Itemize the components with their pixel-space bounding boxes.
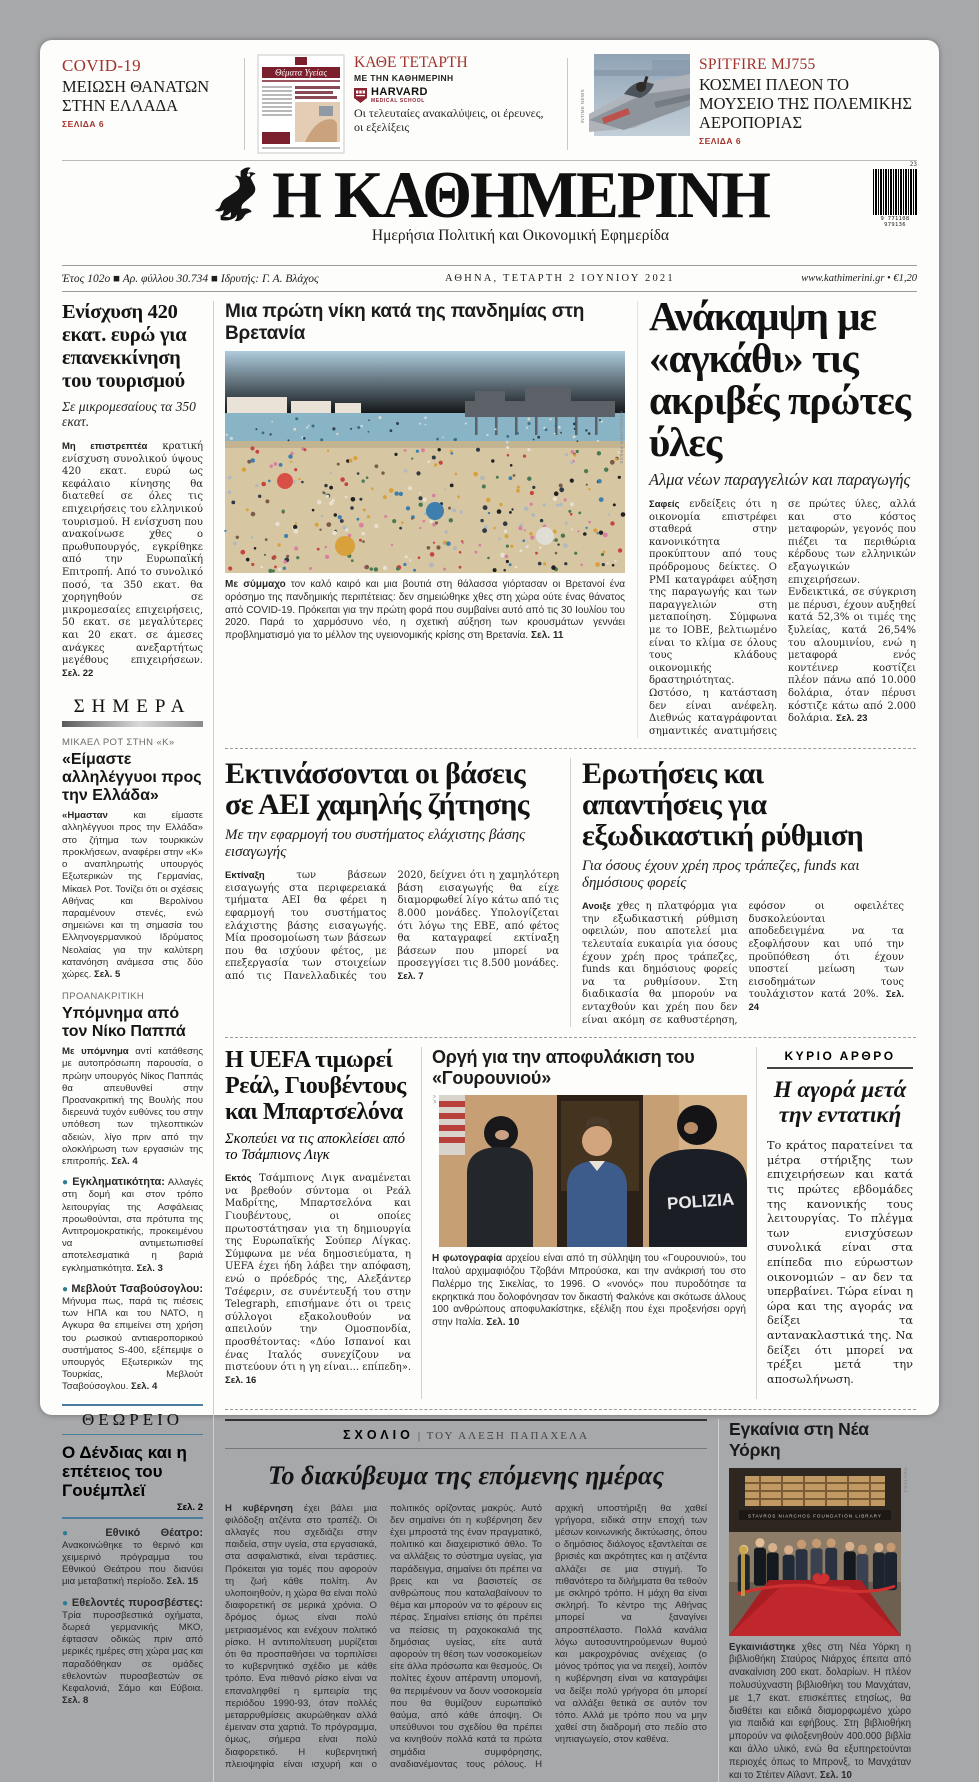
scholio-text: έχει βάλει μια φιλόδοξη ατζέντα στο τραπέζι. Οι αλλαγές που σχεδιάζει στην παιδεία, στην υγεία, στα εργασιακά, στα ασφαλιστικά, είναι τεράστιες. Πρόκειται για τομές που αφορούν τη ζωή κάθε πολίτη. Αν υλοποιηθούν, η χώρα θα είναι πολύ διαφορετική σε μερικά χρόνια. Ο δρόμος όμως είναι πολύ μετριασμένος και ενέχουν πολιτικό ρίσκο. Η αντιπολίτευση μυρίζεται ότι θα προσπαθήσει να τορπιλίσει το κυβερνητικό σχέδιο με κάθε τρόπο. Ενα πιθανό ρίσκο είναι να επαναληφθεί η εμπειρία της περιόδου 1990-93, όταν πολλές μεταρρυθμίσεις ακυρώθηκαν αλλά έμειναν στα χαρτιά. Το πρόγραμμα, όμως, σήμερα είναι πολύ διαφορετικό. Η κυβερνητική πλειοψηφία είναι ισχυρή και ο πολιτικός ορίζοντας μακρύς. Αυτό δεν σημαίνει ότι η κυβέρνηση δεν έχει μπροστά της έναν πραγματικό, πολιτικό και διαχειριστικό άθλο. Το να αλλάξεις το σύστημα υγείας, για παράδειγμα, σημαίνει ότι πρέπει να βρεις και να βασιστείς σε ανθρώπους που καταλαβαίνουν το θέμα και μπορούν να το φέρουν εις πέρας. Σημαίνει επίσης ότι πρέπει να πείσεις τη ραχοκοκαλιά της δημόσιας υγείας, είτε αυτά αφορούν τη θέση των νοσοκομείων είτε άλλα πρόσωπα και θεσμούς. Οι πολίτες έχουν απέραντη υπομονή, θα περιμένουν να δουν νοσοκομεία που θα θυμίζουν ευρωπαϊκό θαύμα, από κάθε άποψη. Οι υπεύθυνοι του σχεδίου θα πρέπει να κινηθούν πολλά κατά τα πρώτα σημάδια συμφόρησης, αναδιανέμοντας τους ρόλους. Η αρχική υποστήριξη θα χαθεί γρήγορα, ειδικά στην εποχή των μέσων κοινωνικής δικτύωσης, όπου ο δημόσιος διάλογος εξαντλείται σε βρισιές και ακρότητες και η ατζέντα αλλάζει σε μια στιγμή. Το πιθανότερο τα διλήμματα θα τεθούν με σκληρό τρόπο. Η μάχη θα είναι σκληρή. Το κέντρο της Αθήνας μπορεί να ξαναγίνει απροσπέλαστο. Πολλά κανάλια λόγω αυτοσυντηρούμενων θυμού και μακροχρόνιας ανέχειας (ο μόνος τρόπος για να πειχεί), λοιπόν η κυβέρνηση είναι να καταγράψει να δείξει πολύ γρήγορα ότι μπορεί να αλλάξει θετικά σε αυτόν τον τόπο. Αλλά με τρόπο που να μην χαθεί στη διαδρομή στο πεδίο στο νηπιαγωγείο, στον καθένα. [225,1502,707,1770]
beach-photo-credit: ASSOCIATED PRESS [619,411,624,465]
article-recovery-subtitle: Αλμα νέων παραγγελιών και παραγωγής [649,470,911,489]
teaser-covid-page: ΣΕΛΙΔΑ 6 [62,119,105,129]
article-recovery-text: ενδείξεις ότι η οικονομία επιστρέφει σταθερά στην κανονικότητα προκύπτουν από τους πρόδρομους δείκτες. Ο PMI καταγράφει αύξηση της παραγωγής και των παραγγελιών στη μεταποίηση. Σύμφωνα με το ΙΟΒΕ, βελτιωμένο είναι το κλίμα σε όλους τους κλάδους οικονομικής δραστηριότητας. Ωστόσο, η κατάσταση δεν είναι ανέφελη. Διεθνώς καταγράφονται σημαντικές ανατιμήσεις σε πρώτες ύλες, αλλά και στο κόστος μεταφορών, γεγονός που πιέζει τα περιθώρια κέρδους των ελληνικών εξαγωγικών επιχειρήσεων. Ενδεικτικά, σε σύγκριση με πέρυσι, έχουν αυξηθεί κατά 52,3% οι τιμές της ξυλείας, κατά 26,54% του αλουμινίου, ενώ η μεταφορά ενός κοντέινερ κοστίζει πλέον πάνω από 10.000 δολάρια, όταν πέρυσι κόστιζε κάτω από 2.000 δολάρια. [649,499,916,737]
simera-bullet-2-term: Μεβλούτ Τσαβούσογλου: [71,1282,203,1295]
article-uefa-lead: Εκτός [225,1173,252,1185]
teaser-spitfire-page: ΣΕΛΙΔΑ 6 [699,136,742,146]
mafia-caption-lead: Η φωτογραφία [432,1253,503,1265]
newspaper-title: Η ΚΑΘΗΜΕΡΙΝΗ [272,157,769,232]
simera-item-2-lead: Με υπόμνημα [62,1046,129,1058]
barcode [873,169,917,215]
article-debt-text: χθες η πλατφόρμα για την εξωδικαστική ρύθμιση οφειλών, που αποτελεί μια τελευταία ευκαιρία για όσους έχουν χρέη προς τράπεζες, funds και δημόσιους φορείς να τα ρυθμίσουν. Στη διαδικασία θα μπορούν να ενταχθούν και χρέη που δεν είναι ακόμη σε καθυστέρηση, εφόσον οι οφειλέτες δυσκολεύονται αποδεδειγμένα να τα εξοφλήσουν και υπό την προϋπόθεση ότι έχουν υποστεί μείωση των εισοδημάτων τους τουλάχιστον κατά 20%. [582,901,904,1026]
bullet-icon: ● [62,1597,69,1609]
article-uefa [225,1047,411,1398]
theoreio-top-rule [62,1404,203,1406]
teaser-covid-kicker: COVID-19 [62,56,141,75]
library-caption-lead: Εγκαινιάστηκε [729,1641,796,1653]
simera-item-2-title: Υπόμνημα από τον Νίκο Παππά [62,1005,186,1041]
theoreio-bullet-1 [62,1527,203,1589]
beach-photo [225,351,625,573]
scholio-section [225,1419,707,1782]
striped-shirt-person [439,1095,465,1155]
simera-bullet-1-term: Εγκληματικότητα: [72,1176,165,1189]
article-bases-title: Εκτινάσσονται οι βάσεις σε ΑΕΙ χαμηλής ζήτησης [225,757,529,822]
mafia-caption-pageref: Σελ. 10 [486,1317,520,1329]
scholio-lead: Η κυβέρνηση [225,1502,293,1514]
article-debt-pageref: Σελ. 24 [748,989,904,1014]
bullet-icon: ● [62,1283,69,1295]
main-region [225,293,916,1782]
article-debt-title: Ερωτήσεις και απαντήσεις για εξωδικαστική ρύθμιση [582,757,864,853]
article-tourism-pageref: Σελ. 22 [62,667,94,679]
simera-header-bar [62,721,203,727]
article-bases-text: των βάσεων εισαγωγής στα περιφερειακά τμήματα ΑΕΙ θα φέρει η εφαρμογή του συστήματος ελάχιστης βάσης εισαγωγής. Μία προσομοίωση των βάσεων που θα ισχύουν φέτος, με επεξεργασία των στοιχείων από τις Πανελλαδικές του 2020, δείχνει ότι η χαμηλότερη βάση εισαγωγής θα είχε διαμορφωθεί λίγο κάτω από τις 8.000 μονάδες. Υπολογίζεται ότι λόγω της ΕΒΕ, από φέτος θα καταγραφεί εκτίναξη βάσεων που μπορεί να προσεγγίσει τις 8.500 μονάδες. [225,870,559,983]
band-separator-3 [225,1409,916,1410]
band-bottom [225,1419,916,1782]
theoreio-bullet-2-pageref: Σελ. 8 [62,1695,89,1707]
library-caption [729,1642,911,1782]
dateline [62,265,917,292]
article-recovery-pageref: Σελ. 23 [836,713,868,725]
band-middle [225,758,916,1027]
theoreio-bullet-1-term: Εθνικό Θέατρο: [105,1526,203,1539]
masthead [62,157,917,263]
newspaper-subtitle: Ημερήσια Πολιτική και Οικονομική Εφημερίδα [371,227,670,244]
article-bases-lead: Εκτίναξη [225,870,265,882]
article-recovery-lead: Σαφείς [649,499,680,510]
article-uefa-pageref: Σελ. 16 [225,1374,257,1386]
article-recovery-body [649,499,916,738]
simera-item-1-pageref: Σελ. 5 [93,968,121,980]
simera-item-1-lead: «Ημασταν [62,810,108,822]
article-tourism-subtitle: Σε μικρομεσαίους τα 350 εκατ. [62,399,196,429]
article-bases-pageref: Σελ. 7 [397,971,424,983]
simera-item-2-text: αντί κατάθεσης με αυτοπρόσωπη παρουσία, ο πρώην υπουργός Νίκος Παππάς θα απευθυνθεί στην Προανακριτική της Βουλής που διερευνά τυχόν ευθύνες του στην υπόθεση των τηλεοπτικών αδειών, λίγο πριν από την ολοκλήρωση των εργασιών της επιτροπής. [62,1046,203,1167]
front-page [40,40,939,1781]
simera-bullet-2-text: Μήνυμα πως, παρά τις πιέσεις των ΗΠΑ και του ΝΑΤΟ, η Αγκυρα θα επιμείνει στη χρήση του ρωσικού αντιαεροπορικού συστήματος S-400, εξέπεμψε ο υπουργός Εξωτερικών της Τουρκίας, Μεβλούτ Τσαβούσογλου. [62,1295,203,1393]
harvard-subname: MEDICAL SCHOOL [371,98,425,104]
site-price: www.kathimerini.gr • €1,20 [801,273,917,284]
library-caption-text: χθες στη Νέα Υόρκη η βιβλιοθήκη Σταύρος Νιάρχος έπειτα από ανακαίνιση 200 εκατ. δολαρίων. Η πλέον πολυσύχναστη βιβλιοθήκη του Μανχάταν, με 1,7 εκατ. επισκέπτες ετησίως, θα διαθέτει και ειδικά διαμορφωμένο χώρο για παιδιά και εφήβους. Στη βιβλιοθήκη μπορούν να φιλοξενηθούν 400.000 βιβλία και άλλο υλικό, ενώ θα εξυπηρετούνται περιοχές όπως το Μπρονξ, το Μανχάταν και το Στέιτεν Αϊλαντ. [729,1641,911,1781]
simera-item-1-body [62,810,203,981]
section-simera [62,696,203,1393]
article-tourism-text: κρατική ενίσχυση συνολικού ύψους 420 εκατ. ευρώ ως κεφάλαιο κίνησης θα διατεθεί σε όλες τις επιχειρήσεις του ελληνικού τουρισμού. Η ενίσχυση που ανακοίνωσε χθες ο πρωθυπουργός, εγκρίθηκε από την Ευρωπαϊκή Επιτροπή. Από το συνολικό ποσό, τα 350 εκατ. θα χορηγηθούν σε μικρομεσαίες επιχειρήσεις, 50 εκατ. σε μεγαλύτερες και 20 εκατ. σε άμεσες ανάγκες ανεξαρτήτως μεγέθους επιχειρήσεων. [62,441,203,667]
article-uefa-subtitle: Σκοπεύει να τις αποκλείσει από το Τσάμπιονς Λιγκ [225,1131,405,1164]
article-debt-subtitle: Για όσους έχουν χρέη προς τράπεζες, funds και δημόσιους φορείς [582,858,860,892]
theoreio-bullet-1-text: Ανακοινώθηκε το θερινό και χειμερινό πρόγραμμα του Εθνικού Θεάτρου που διανύει μια μεταβατική περίοδο. [62,1539,203,1588]
mafia-photo-row [432,1095,746,1247]
simera-bullet-1-pageref: Σελ. 3 [136,1262,163,1274]
teaser-spitfire-title: ΚΟΣΜΕΙ ΠΛΕΟΝ ΤΟ ΜΟΥΣΕΙΟ ΤΗΣ ΠΟΛΕΜΙΚΗΣ ΑΕΡΟΠΟΡΙΑΣ [699,75,913,132]
simera-bullet-1-text: Αλλαγές στη δομή και στον τρόπο λειτουργίας της Ασφάλειας προωθούνται, στα πρότυπα της Αντιτρομοκρατικής, προκειμένου να αντιμετωπισθεί αποτελεσματικά η βαριά εγκληματικότητα. [62,1177,203,1274]
date: ΑΘΗΝΑ, ΤΕΤΑΡΤΗ 2 ΙΟΥΝΙΟΥ 2021 [445,273,675,284]
harvard-shield-icon [354,88,367,103]
band-top [225,293,916,738]
article-tourism-title: Ενίσχυση 420 εκατ. ευρώ για επανεκκίνηση του τουρισμού [62,301,187,392]
griffin-logo [210,165,262,223]
kyrio-header-rule [767,1067,913,1069]
issue-info: Έτος 102ο ■ Αρ. φύλλου 30.734 ■ Ιδρυτής: Γ. Α. Βλάχος [62,272,319,285]
beach-photo-art [225,351,625,573]
barcode-number: 9 771108 979136 [880,216,910,228]
simera-bullet-2 [62,1283,203,1394]
simera-header: ΣΗΜΕΡΑ [73,696,192,718]
simera-item-1-title: «Είμαστε αλληλέγγυοι προς την Ελλάδα» [62,751,202,805]
theoreio-bullet-2-term: Εθελοντές πυροσβέστες: [71,1596,204,1609]
masthead-title-block [272,157,769,245]
band-lower [225,1047,916,1398]
library-photo [729,1468,901,1636]
left-rail [62,301,214,1782]
simera-bullet-1 [62,1176,203,1275]
scholio-header: ΣΧΟΛΙΟ [343,1427,414,1442]
theoreio-title: Ο Δένδιας και η επέτειος του Γουέμπλεϊ [62,1442,187,1500]
article-debt [570,758,904,1027]
spitfire-photo-credit: INTIME NEWS [580,88,585,124]
teaser-covid-title: ΜΕΙΩΣΗ ΘΑΝΑΤΩΝ ΣΤΗΝ ΕΛΛΑΔΑ [62,77,210,115]
teaser-health [257,54,555,158]
library-photo-art [729,1468,901,1636]
library-photo-row [729,1468,911,1636]
article-tourism-lead: Μη επιστρεπτέα [62,441,148,452]
beach-kicker: Μια πρώτη νίκη κατά της πανδημίας στη Βρετανία [225,301,585,344]
mafia-photo [439,1095,747,1247]
mafia-photo-art [439,1095,747,1247]
theoreio-bullet-1-pageref: Σελ. 15 [166,1576,199,1588]
mafia-caption [432,1253,746,1330]
svg-text:STAVROS NIARCHOS FOUNDATION LI: STAVROS NIARCHOS FOUNDATION LIBRARY [748,1513,882,1519]
library-story [718,1419,911,1782]
article-tourism-body [62,441,203,680]
theoreio-divider-rule [62,1517,203,1519]
teaser-strip [62,54,917,158]
bullet-icon: ● [62,1527,86,1539]
simera-item-1-kicker: ΜΙΚΑΕΛ ΡΟΤ ΣΤΗΝ «Κ» [62,737,175,749]
simera-item-2-body [62,1046,203,1168]
simera-item-1-text: και είμαστε αλληλέγγυοι προς την Ελλάδα» στο ζήτημα των τουρκικών προκλήσεων, αναφέρει στην «Κ» ο αναπληρωτής υπουργός Εξωτερικών της Γερμανίας, Μίκαελ Ροτ. Τονίζει ότι οι σχέσεις Αθήνας και Βερολίνου παραμένουν στενές, ενώ σημειώνει και τη σημασία του Ελληνογερμανικού Ιδρύματος Νεολαίας για την καλύτερη κατανόηση ανάμεσα στις δύο χώρες. [62,810,204,980]
spitfire-photo [594,54,690,136]
teaser-spitfire-text [699,54,917,158]
simera-item-2-kicker: ΠΡΟΑΝΑΚΡΙΤΙΚΗ [62,991,145,1003]
scholio-title: Το διακύβευμα της επόμενης ημέρας [267,1460,665,1490]
article-uefa-text: Τσάμπιονς Λιγκ αναμένεται να βρεθούν σύντομα οι Ρεάλ Μαδρίτης, Μπαρτσελόνα και Γιουβέντους, οι οποίες πρωτοστάτησαν για τη δημιουργία της Ευρωπαϊκής Σούπερ Λίγκας. Σύμφωνα με νέα δημοσιεύματα, η UEFA έχει ήδη λάβει την απόφαση, ενώ ο πρόεδρός της, Αλεξάντερ Τσέφεριν, σε συνέντευξή του στην Telegraph, επισήμανε ότι οι τρεις σύλλογοι εξακολουθούν να απειλούν την Ομοσπονδία, προσθέτοντας: «Δύο Ισπανοί και ένας Ιταλός συνεχίζουν να πιστεύουν ότι η γη είναι... επίπεδη». [225,1173,411,1374]
kyrio-title: Η αγορά μετά την εντατική [773,1077,907,1128]
teaser-covid [62,54,232,158]
svg-text:Θέματα Υγείας: Θέματα Υγείας [274,67,328,78]
mafia-title: Οργή για την αποφυλάκιση του «Γουρουνιού» [432,1047,695,1089]
band-separator-2 [225,1037,916,1038]
article-debt-body [582,901,904,1027]
theoreio-bullet-2 [62,1597,203,1708]
harvard-name-block [371,86,428,104]
article-bases [225,758,559,1027]
teaser-divider-2 [567,58,568,150]
beach-story [225,301,625,738]
masthead-center [210,157,769,245]
library-caption-pageref: Σελ. 10 [819,1769,852,1781]
teaser-health-subtitle: ΜΕ ΤΗΝ ΚΑΘΗΜΕΡΙΝΗ [354,73,454,83]
article-tourism [62,301,203,680]
main-grid [62,293,917,1782]
article-recovery-title: Ανάκαμψη με «αγκάθι» τις ακριβές πρώτες ύλες [649,293,911,465]
scholio-header-row [225,1421,707,1449]
teaser-health-text [354,54,555,158]
scholio-body [225,1503,707,1771]
theoreio-pageref: Σελ. 2 [176,1501,203,1513]
beach-caption-text: τον καλό καιρό και μια βουτιά στη θάλασσα γιόρτασαν οι Βρετανοί ένα ορόσημο της πανδημικής περιπέτειας: δεν σημειώθηκε χθες στη χώρα ούτε ένας θάνατος από COVID-19. Πρόκειται για την πρώτη φορά που συμβαίνει αυτό από τις 30 Ιουλίου του 2020. Παρά το χαρμόσυνο νέο, η σχετική αύξηση των κρουσμάτων γεννάει προβληματισμό για το μέλλον της υγειονομικής κρίσης στη Βρετανία. [225,579,625,642]
kyrio-header: ΚΥΡΙΟ ΑΡΘΡΟ [784,1049,896,1064]
theoreio-header-rule [62,1434,203,1435]
mafia-caption-text: αρχείου είναι από τη σύλληψη του «Γουρουνιού», του Ιταλού αρχιμαφιόζου Τζοβάνι Μπρούσκα, και την ανάκρισή του στο Παλέρμο της Σικελίας, το 1996. Ο «νονός» που πυροδότησε τα εκρηκτικά που δολοφόνησαν τον δικαστή Φαλκόνε και σκότωσε άλλους 100 ανθρώπους αποφυλακίστηκε, εξέλιξη που έχει προξενήσει οργή στην Ιταλία. [432,1253,747,1329]
barcode-block [873,161,917,228]
svg-text:POLIZIA: POLIZIA [666,1189,735,1214]
beach-caption [225,579,625,643]
kyrio-body: Το κράτος παρατείνει τα μέτρα στήριξης των επιχειρήσεων και κατά τις πρώτες εβδομάδες της κανονικής τους λειτουργίας. Το πλέγμα των ενισχύσεων συνολικά είναι στα επίπεδα πιο εύρωστων οικονομιών – αν δεν τα υπερβαίνει. Τώρα είναι η ώρα και της αγοράς να δείξει τα αντανακλαστικά της. Να δείξει ότι μπορεί να τρέξει μετά την αποσωλήνωση. [767,1139,913,1386]
harvard-name: HARVARD [371,86,428,98]
simera-bullet-2-pageref: Σελ. 4 [131,1381,158,1393]
kyrio-arthro-box [767,1047,913,1398]
teaser-health-kicker: ΚΑΘΕ ΤΕΤΑΡΤΗ [354,54,468,71]
beach-caption-lead: Με σύμμαχο [225,579,286,590]
article-debt-lead: Ανοιξε [582,901,611,913]
scholio-byline: | ΤΟΥ ΑΛΕΞΗ ΠΑΠΑΧΕΛΑ [417,1429,589,1442]
harvard-brand-row [354,86,555,104]
issue-code: 23 [909,161,917,168]
article-uefa-body [225,1173,411,1387]
teaser-spitfire-kicker: SPITFIRE MJ755 [699,56,816,73]
article-uefa-title: Η UEFA τιμωρεί Ρεάλ, Γιουβέντους και Μπαρτσελόνα [225,1047,406,1126]
mafia-story [421,1047,757,1398]
bullet-icon: ● [62,1177,69,1189]
article-recovery [637,293,916,738]
health-supplement-thumbnail [257,54,345,154]
article-bases-body [225,870,559,983]
article-bases-subtitle: Με την εφαρμογή του συστήματος ελάχιστης βάσης εισαγωγής [225,827,526,861]
library-photo-credit: REUTERS [903,1467,908,1493]
simera-item-2-pageref: Σελ. 4 [111,1155,138,1167]
teaser-divider [244,58,245,150]
section-theoreio [62,1404,203,1708]
mafia-photo-credit: A.P. [432,1095,437,1106]
teaser-health-description: Οι τελευταίες ανακαλύψεις, οι έρευνες, οι εξελίξεις [354,106,544,134]
beach-caption-pageref: Σελ. 11 [530,630,564,642]
theoreio-bullet-2-text: Τρία πυροσβεστικά οχήματα, δωρεά γερμανικής ΜΚΟ, έφτασαν οδικώς πριν από μερικές ημέρες στη χώρα μας και παραδόθηκαν σε ομάδες εθελοντών πυροσβεστών σε Κεφαλονιά, Σάμο και Εύβοια. [62,1609,203,1695]
band-separator [225,748,916,749]
theoreio-header: ΘΕΩΡΕΙΟ [81,1409,184,1429]
teaser-spitfire [580,54,917,158]
library-title: Εγκαίνια στη Νέα Υόρκη [729,1418,869,1460]
